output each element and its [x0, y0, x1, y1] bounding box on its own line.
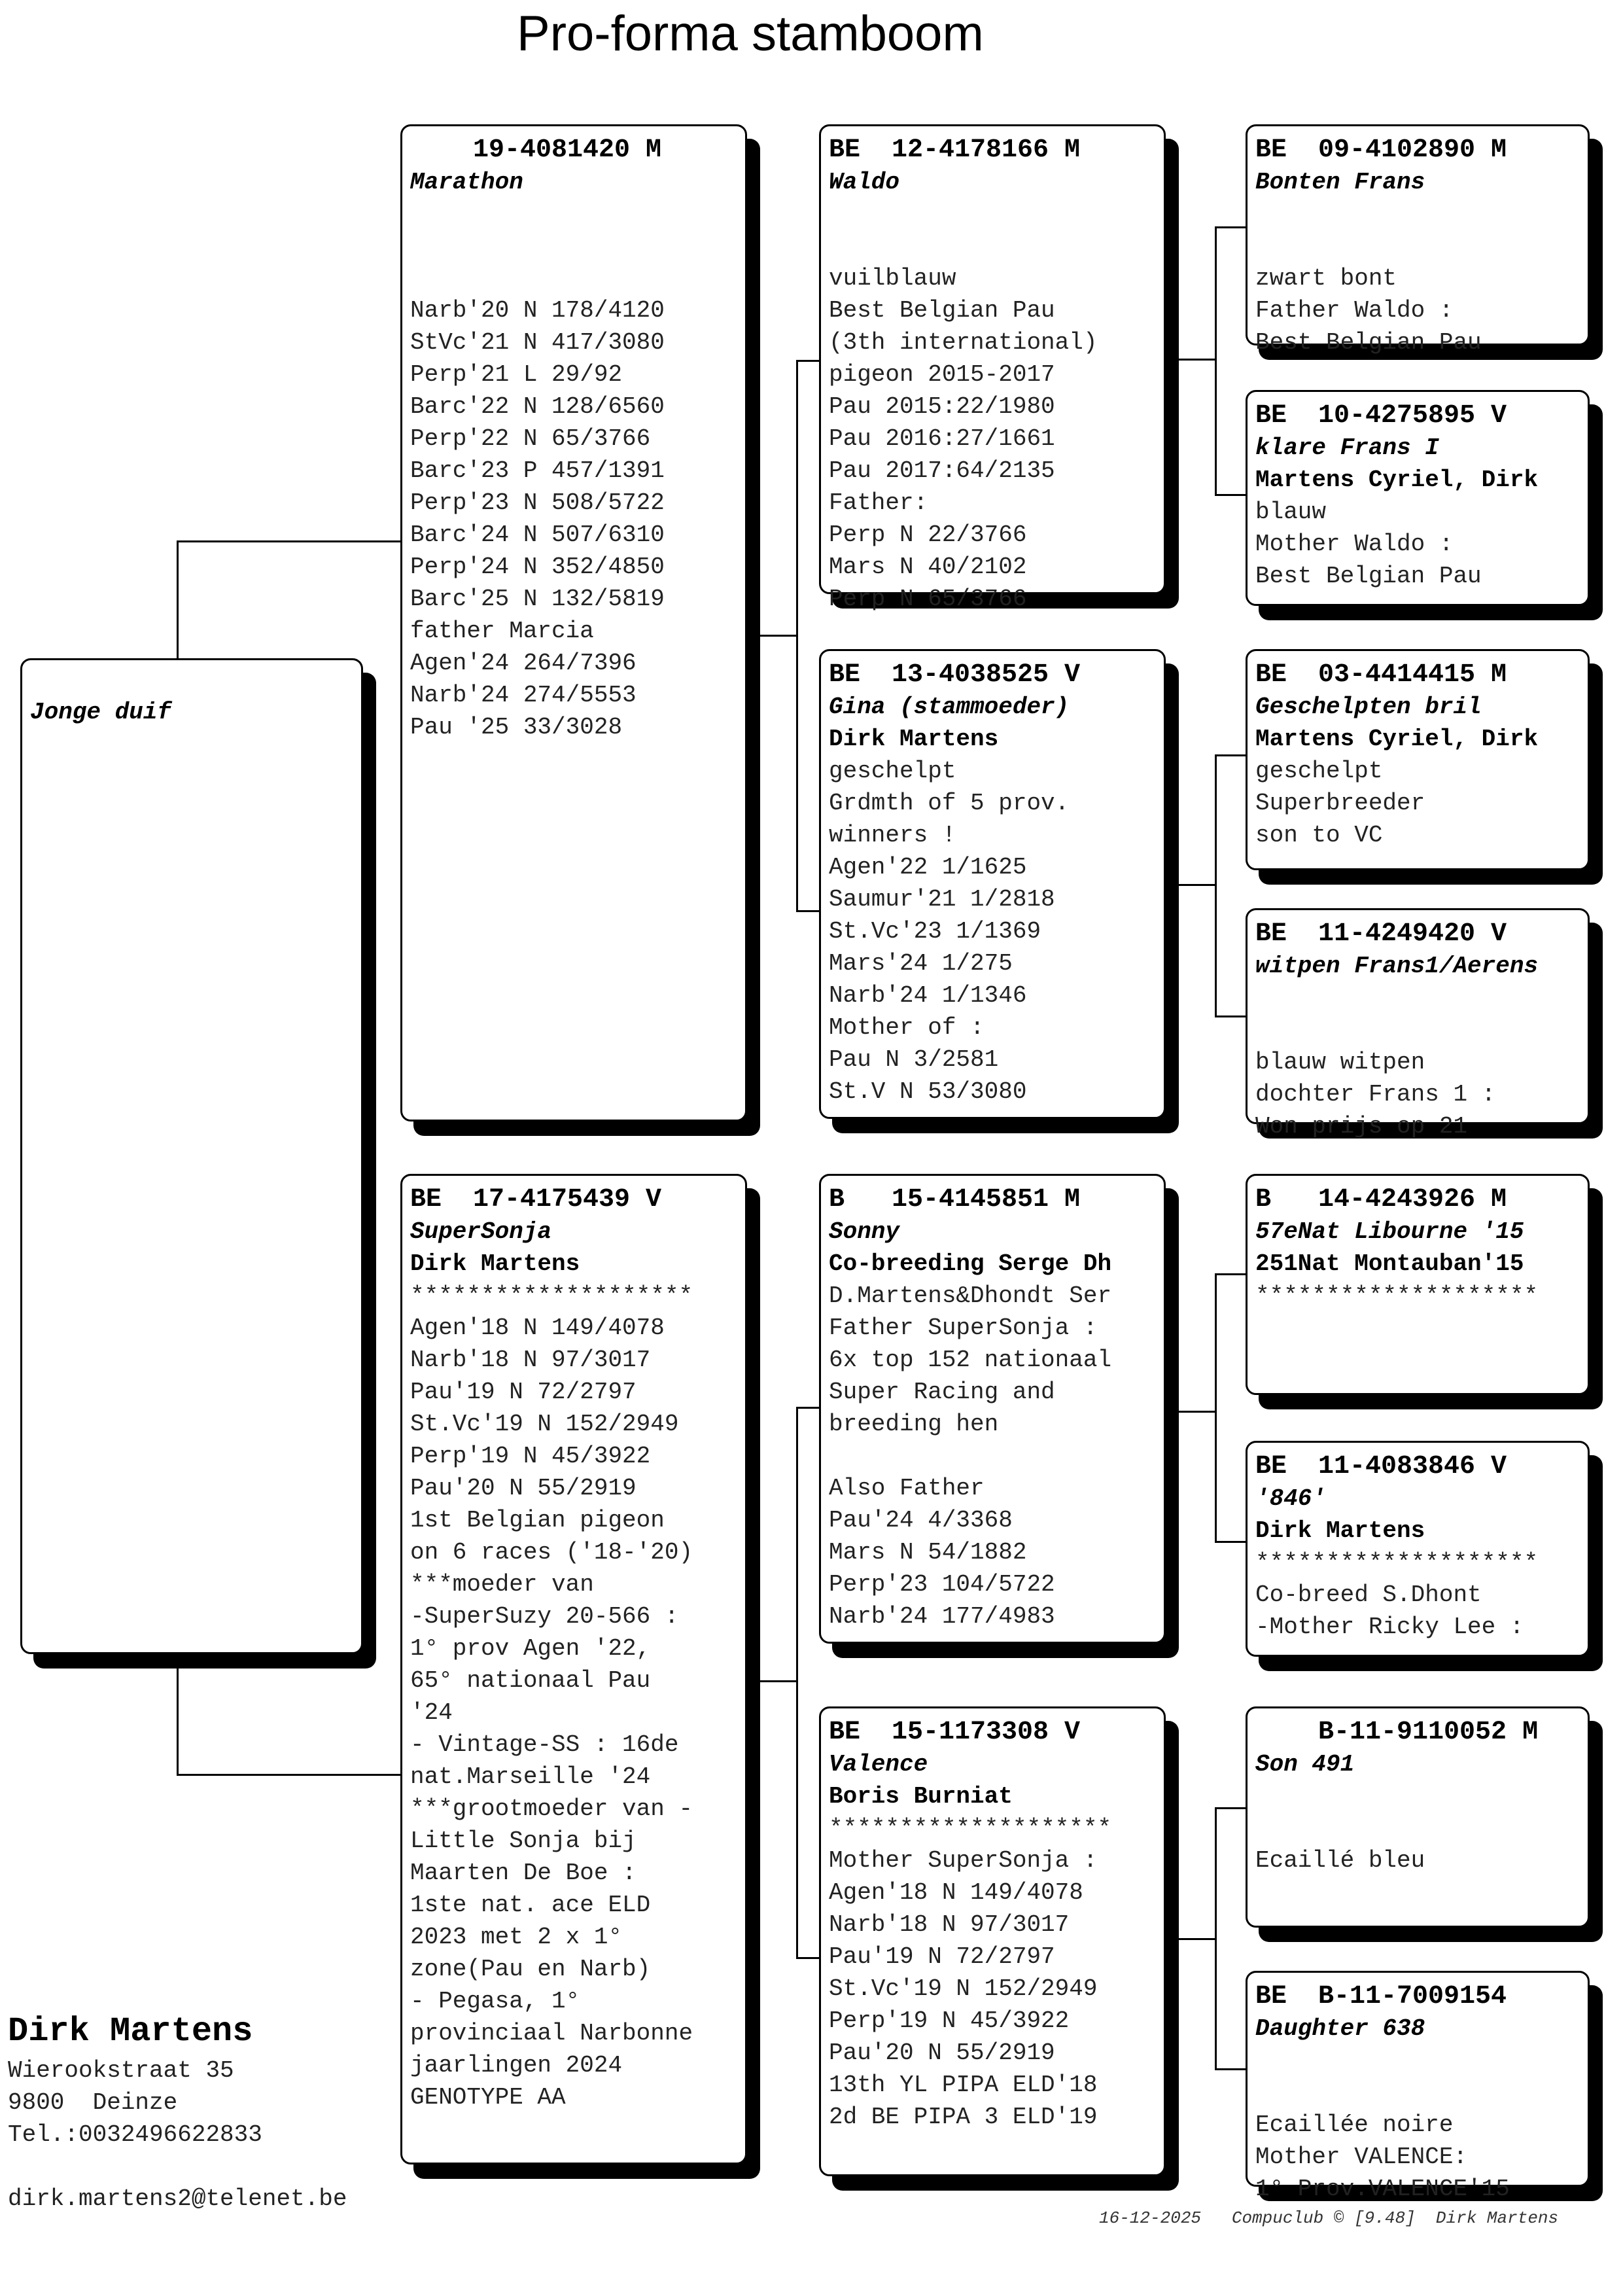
pedigree-note-line: geschelpt: [1255, 758, 1383, 785]
connector-line: [1215, 1541, 1248, 1543]
pedigree-note-line: 2023 met 2 x 1°: [410, 1924, 623, 1951]
connector-line: [177, 540, 179, 661]
pedigree-note-line: Father SuperSonja :: [829, 1315, 1098, 1341]
pedigree-note-line: geschelpt: [829, 758, 956, 785]
pedigree-note-line: Pau'19 N 72/2797: [410, 1379, 637, 1405]
pedigree-box-dss: [1246, 1174, 1590, 1395]
ring-number: BE B-11-7009154: [1255, 1982, 1507, 2011]
connector-line: [1215, 1807, 1217, 2070]
pedigree-note-line: Narb'20 N 178/4120: [410, 297, 665, 324]
connector-line: [1178, 884, 1217, 886]
pedigree-note-line: Agen'18 N 149/4078: [829, 1879, 1083, 1906]
pedigree-note-line: [829, 1440, 1156, 1472]
pigeon-name: Gina (stammoeder): [829, 694, 1070, 720]
pedigree-note-line: Pau 2015:22/1980: [829, 393, 1055, 420]
pigeon-name: Son 491: [1255, 1751, 1355, 1778]
pedigree-box-dam: [400, 1174, 747, 2164]
ring-number: BE 09-4102890 M: [1255, 135, 1507, 165]
owner-city: 9800 Deinze: [8, 2089, 178, 2116]
pigeon-name: Sonny: [829, 1218, 900, 1245]
pedigree-note-line: ********************: [829, 1815, 1112, 1842]
pedigree-box-dds: [1246, 1706, 1590, 1928]
pedigree-note-line: [1255, 1014, 1580, 1046]
pedigree-note-line: Pau'20 N 55/2919: [410, 1475, 637, 1502]
pedigree-note-line: [1255, 230, 1580, 262]
pedigree-note-line: zwart bont: [1255, 265, 1397, 292]
pedigree-note-line: Mother of :: [829, 1014, 985, 1041]
pedigree-note-line: on 6 races ('18-'20): [410, 1539, 693, 1566]
connector-line: [759, 635, 798, 637]
owner-email: dirk.martens2@telenet.be: [8, 2185, 347, 2212]
connector-line: [1215, 494, 1248, 496]
owner-name: Dirk Martens: [8, 2012, 253, 2051]
pedigree-note-line: ***grootmoeder van -: [410, 1795, 693, 1822]
connector-line: [796, 910, 822, 912]
pedigree-note-line: Pau N 3/2581: [829, 1046, 999, 1073]
pedigree-note-line: Maarten De Boe :: [410, 1860, 637, 1886]
pedigree-note-line: StVc'21 N 417/3080: [410, 329, 665, 356]
pedigree-note-line: Saumur'21 1/2818: [829, 886, 1055, 913]
pedigree-note-line: Agen'18 N 149/4078: [410, 1315, 665, 1341]
pedigree-note-line: St.Vc'23 1/1369: [829, 918, 1041, 945]
ring-number: B 14-4243926 M: [1255, 1185, 1507, 1214]
pedigree-note-line: Barc'23 P 457/1391: [410, 457, 665, 484]
pedigree-note-line: 65° nationaal Pau: [410, 1667, 651, 1694]
pedigree-box-dsd: [1246, 1441, 1590, 1657]
connector-line: [177, 1669, 179, 1776]
pedigree-note-line: 6x top 152 nationaal: [829, 1347, 1112, 1373]
connector-line: [1178, 1938, 1217, 1940]
pedigree-note-line: Perp'23 N 508/5722: [410, 489, 665, 516]
breeder-name: Co-breeding Serge Dh: [829, 1250, 1112, 1277]
pedigree-note-line: Little Sonja bij: [410, 1828, 637, 1854]
pedigree-note-line: Ecaillé bleu: [1255, 1847, 1425, 1874]
pedigree-note-line: jaarlingen 2024: [410, 2052, 623, 2079]
pedigree-note-line: Pau '25 33/3028: [410, 714, 623, 741]
pedigree-note-line: pigeon 2015-2017: [829, 361, 1055, 388]
breeder-name: Dirk Martens: [410, 1250, 580, 1277]
connector-line: [1215, 1273, 1248, 1275]
owner-street: Wierookstraat 35: [8, 2057, 234, 2084]
connector-line: [1215, 226, 1217, 496]
pedigree-box-dd: [819, 1706, 1166, 2176]
pedigree-note-line: Perp'21 L 29/92: [410, 361, 623, 388]
pedigree-note-line: Perp'22 N 65/3766: [410, 425, 651, 452]
pedigree-note-line: Best Belgian Pau: [829, 297, 1055, 324]
connector-line: [796, 1957, 822, 1959]
pedigree-note-line: Barc'24 N 507/6310: [410, 521, 665, 548]
connector-line: [1215, 754, 1217, 1017]
connector-line: [1215, 226, 1248, 228]
page-title: Pro-forma stamboom: [517, 6, 984, 62]
connector-line: [1178, 1411, 1217, 1413]
blank-line: [1255, 1780, 1580, 1812]
pedigree-box-ddd: [1246, 1971, 1590, 2202]
pedigree-box-ss: [819, 124, 1166, 612]
pedigree-note-line: father Marcia: [410, 618, 594, 645]
subject-box: [20, 658, 363, 1654]
connector-line: [1215, 1016, 1248, 1017]
pedigree-note-line: Mars N 54/1882: [829, 1539, 1027, 1566]
ring-number: BE 13-4038525 V: [829, 660, 1081, 690]
pedigree-note-line: Narb'18 N 97/3017: [829, 1911, 1070, 1938]
pigeon-name: witpen Frans1/Aerens: [1255, 953, 1539, 980]
blank-line: [1255, 2045, 1580, 2077]
pedigree-note-line: Pau'19 N 72/2797: [829, 1943, 1055, 1970]
subject-name: Jonge duif: [30, 699, 172, 726]
pedigree-note-line: Mother VALENCE:: [1255, 2144, 1468, 2170]
pedigree-note-line: son to VC: [1255, 822, 1383, 849]
pigeon-name: klare Frans I: [1255, 434, 1439, 461]
pedigree-note-line: Mother SuperSonja :: [829, 1847, 1098, 1874]
pedigree-note-line: [1255, 1812, 1580, 1845]
connector-line: [177, 540, 403, 542]
pedigree-note-line: winners !: [829, 822, 956, 849]
pedigree-note-line: Narb'24 1/1346: [829, 982, 1027, 1009]
footer-date: 16-12-2025: [1099, 2208, 1202, 2228]
owner-blank-line: [8, 2151, 347, 2183]
breeder-name: Boris Burniat: [829, 1783, 1013, 1810]
pedigree-note-line: ********************: [1255, 1282, 1539, 1309]
pedigree-note-line: Superbreeder: [1255, 790, 1425, 817]
pedigree-note-line: Pau 2017:64/2135: [829, 457, 1055, 484]
pedigree-note-line: St.Vc'19 N 152/2949: [829, 1975, 1098, 2002]
pedigree-note-line: Father Waldo :: [1255, 297, 1454, 324]
pedigree-note-line: Perp N 22/3766: [829, 521, 1027, 548]
pedigree-note-line: Perp'19 N 45/3922: [829, 2007, 1070, 2034]
page-footer: [1099, 2208, 1558, 2228]
pedigree-note-line: Co-breed S.Dhont: [1255, 1581, 1482, 1608]
connector-line: [759, 1680, 798, 1682]
pedigree-note-line: '24: [410, 1699, 453, 1726]
pedigree-note-line: St.Vc'19 N 152/2949: [410, 1411, 679, 1438]
ring-number: B 15-4145851 M: [829, 1185, 1081, 1214]
pedigree-note-line: Best Belgian Pau: [1255, 563, 1482, 590]
pedigree-note-line: vuilblauw: [829, 265, 956, 292]
pigeon-name: Marathon: [410, 169, 523, 196]
pedigree-note-line: D.Martens&Dhondt Ser: [829, 1282, 1112, 1309]
pedigree-note-line: Perp'24 N 352/4850: [410, 554, 665, 580]
pedigree-note-line: 1° Prov.VALENCE'15: [1255, 2176, 1510, 2202]
pedigree-note-line: breeding hen: [829, 1411, 999, 1438]
pedigree-note-line: Perp'23 104/5722: [829, 1571, 1055, 1598]
pedigree-note-line: Mars'24 1/275: [829, 950, 1013, 977]
pedigree-note-line: (3th international): [829, 329, 1098, 356]
pedigree-note-line: 1st Belgian pigeon: [410, 1507, 665, 1534]
pedigree-note-line: Perp N 65/3766: [829, 586, 1027, 612]
breeder-name: Dirk Martens: [1255, 1517, 1425, 1544]
pedigree-note-line: -SuperSuzy 20-566 :: [410, 1603, 679, 1630]
breeder-name: Martens Cyriel, Dirk: [1255, 726, 1539, 752]
pedigree-note-line: St.V N 53/3080: [829, 1078, 1027, 1105]
pedigree-note-line: ********************: [410, 1282, 693, 1309]
pedigree-note-line: Barc'25 N 132/5819: [410, 586, 665, 612]
pigeon-name: Geschelpten bril: [1255, 694, 1482, 720]
breeder-name: Martens Cyriel, Dirk: [1255, 467, 1539, 493]
owner-phone: Tel.:0032496622833: [8, 2121, 262, 2148]
pigeon-name: SuperSonja: [410, 1218, 552, 1245]
pedigree-note-line: Also Father: [829, 1475, 985, 1502]
pedigree-note-line: 1ste nat. ace ELD: [410, 1892, 651, 1918]
pedigree-box-sd: [819, 649, 1166, 1119]
pedigree-box-sss: [1246, 124, 1590, 356]
pedigree-note-line: -Mother Ricky Lee :: [1255, 1614, 1524, 1640]
pedigree-note-line: 1° prov Agen '22,: [410, 1635, 651, 1662]
pedigree-note-line: Agen'24 264/7396: [410, 650, 637, 677]
pedigree-note-line: Best Belgian Pau: [1255, 329, 1482, 356]
pedigree-note-line: 13th YL PIPA ELD'18: [829, 2072, 1098, 2098]
pedigree-note-line: nat.Marseille '24: [410, 1763, 651, 1790]
connector-line: [1178, 359, 1217, 361]
pedigree-box-sds: [1246, 649, 1590, 870]
pedigree-box-ssd: [1246, 390, 1590, 606]
breeder-name: 251Nat Montauban'15: [1255, 1250, 1524, 1277]
pedigree-note-line: Grdmth of 5 prov.: [829, 790, 1070, 817]
pedigree-box-sdd: [1246, 908, 1590, 1140]
pedigree-note-line: Ecaillée noire: [1255, 2111, 1454, 2138]
pedigree-note-line: Agen'22 1/1625: [829, 854, 1027, 881]
pedigree-note-line: Mother Waldo :: [1255, 531, 1454, 557]
pedigree-note-line: ***moeder van: [410, 1571, 594, 1598]
pedigree-note-line: zone(Pau en Narb): [410, 1956, 651, 1983]
pedigree-note-line: GENOTYPE AA: [410, 2084, 566, 2111]
pedigree-note-line: Mars N 40/2102: [829, 554, 1027, 580]
ring-number: BE 11-4083846 V: [1255, 1452, 1507, 1481]
connector-line: [796, 1407, 798, 1959]
pedigree-note-line: Won prijs op 21: [1255, 1113, 1468, 1140]
pedigree-note-line: Perp'19 N 45/3922: [410, 1443, 651, 1470]
pedigree-note-line: Narb'24 274/5553: [410, 682, 637, 709]
pedigree-note-line: Pau 2016:27/1661: [829, 425, 1055, 452]
ring-number: BE 03-4414415 M: [1255, 660, 1507, 690]
connector-line: [1215, 2068, 1248, 2070]
pigeon-name: Valence: [829, 1751, 928, 1778]
pigeon-name: Waldo: [829, 169, 900, 196]
connector-line: [1215, 754, 1248, 756]
ring-number: BE 17-4175439 V: [410, 1185, 662, 1214]
pedigree-note-line: Pau'20 N 55/2919: [829, 2040, 1055, 2066]
pedigree-note-line: provinciaal Narbonne: [410, 2020, 693, 2047]
connector-line: [796, 360, 798, 912]
connector-line: [1215, 1273, 1217, 1543]
blank-line: [1255, 198, 1580, 230]
ring-number: BE 10-4275895 V: [1255, 401, 1507, 431]
pedigree-note-line: 2d BE PIPA 3 ELD'19: [829, 2104, 1098, 2130]
pedigree-note-line: blauw witpen: [1255, 1049, 1425, 1076]
ring-number: BE 15-1173308 V: [829, 1718, 1081, 1747]
pedigree-note-line: Super Racing and: [829, 1379, 1055, 1405]
footer-credit: Compuclub © [9.48] Dirk Martens: [1231, 2208, 1559, 2228]
pedigree-note-line: [410, 230, 737, 262]
pedigree-box-ds: [819, 1174, 1166, 1644]
connector-line: [1215, 1807, 1248, 1809]
pedigree-note-line: Barc'22 N 128/6560: [410, 393, 665, 420]
pigeon-name: Daughter 638: [1255, 2015, 1425, 2042]
pedigree-note-line: [1255, 2077, 1580, 2109]
ring-number: B-11-9110052 M: [1255, 1718, 1539, 1747]
pedigree-note-line: [410, 262, 737, 294]
blank-line: [410, 198, 737, 230]
pedigree-note-line: Pau'24 4/3368: [829, 1507, 1013, 1534]
pedigree-note-line: - Vintage-SS : 16de: [410, 1731, 679, 1758]
pedigree-note-line: Father:: [829, 489, 928, 516]
blank-line: [1255, 982, 1580, 1014]
pigeon-name: '846': [1255, 1485, 1327, 1512]
pedigree-box-sire: [400, 124, 747, 1122]
pedigree-note-line: dochter Frans 1 :: [1255, 1081, 1496, 1108]
pedigree-note-line: Narb'18 N 97/3017: [410, 1347, 651, 1373]
connector-line: [796, 360, 822, 362]
connector-line: [177, 1774, 403, 1776]
ring-number: BE 11-4249420 V: [1255, 919, 1507, 949]
pedigree-note-line: - Pegasa, 1°: [410, 1988, 580, 2015]
pedigree-note-line: [829, 230, 1156, 262]
owner-address-block: [8, 2009, 347, 2215]
ring-number: 19-4081420 M: [410, 135, 662, 165]
ring-number: BE 12-4178166 M: [829, 135, 1081, 165]
pedigree-note-line: blauw: [1255, 499, 1327, 525]
breeder-name: Dirk Martens: [829, 726, 999, 752]
blank-line: [829, 198, 1156, 230]
pigeon-name: Bonten Frans: [1255, 169, 1425, 196]
pedigree-note-line: Narb'24 177/4983: [829, 1603, 1055, 1630]
connector-line: [796, 1407, 822, 1409]
pedigree-note-line: ********************: [1255, 1549, 1539, 1576]
pigeon-name: 57eNat Libourne '15: [1255, 1218, 1524, 1245]
